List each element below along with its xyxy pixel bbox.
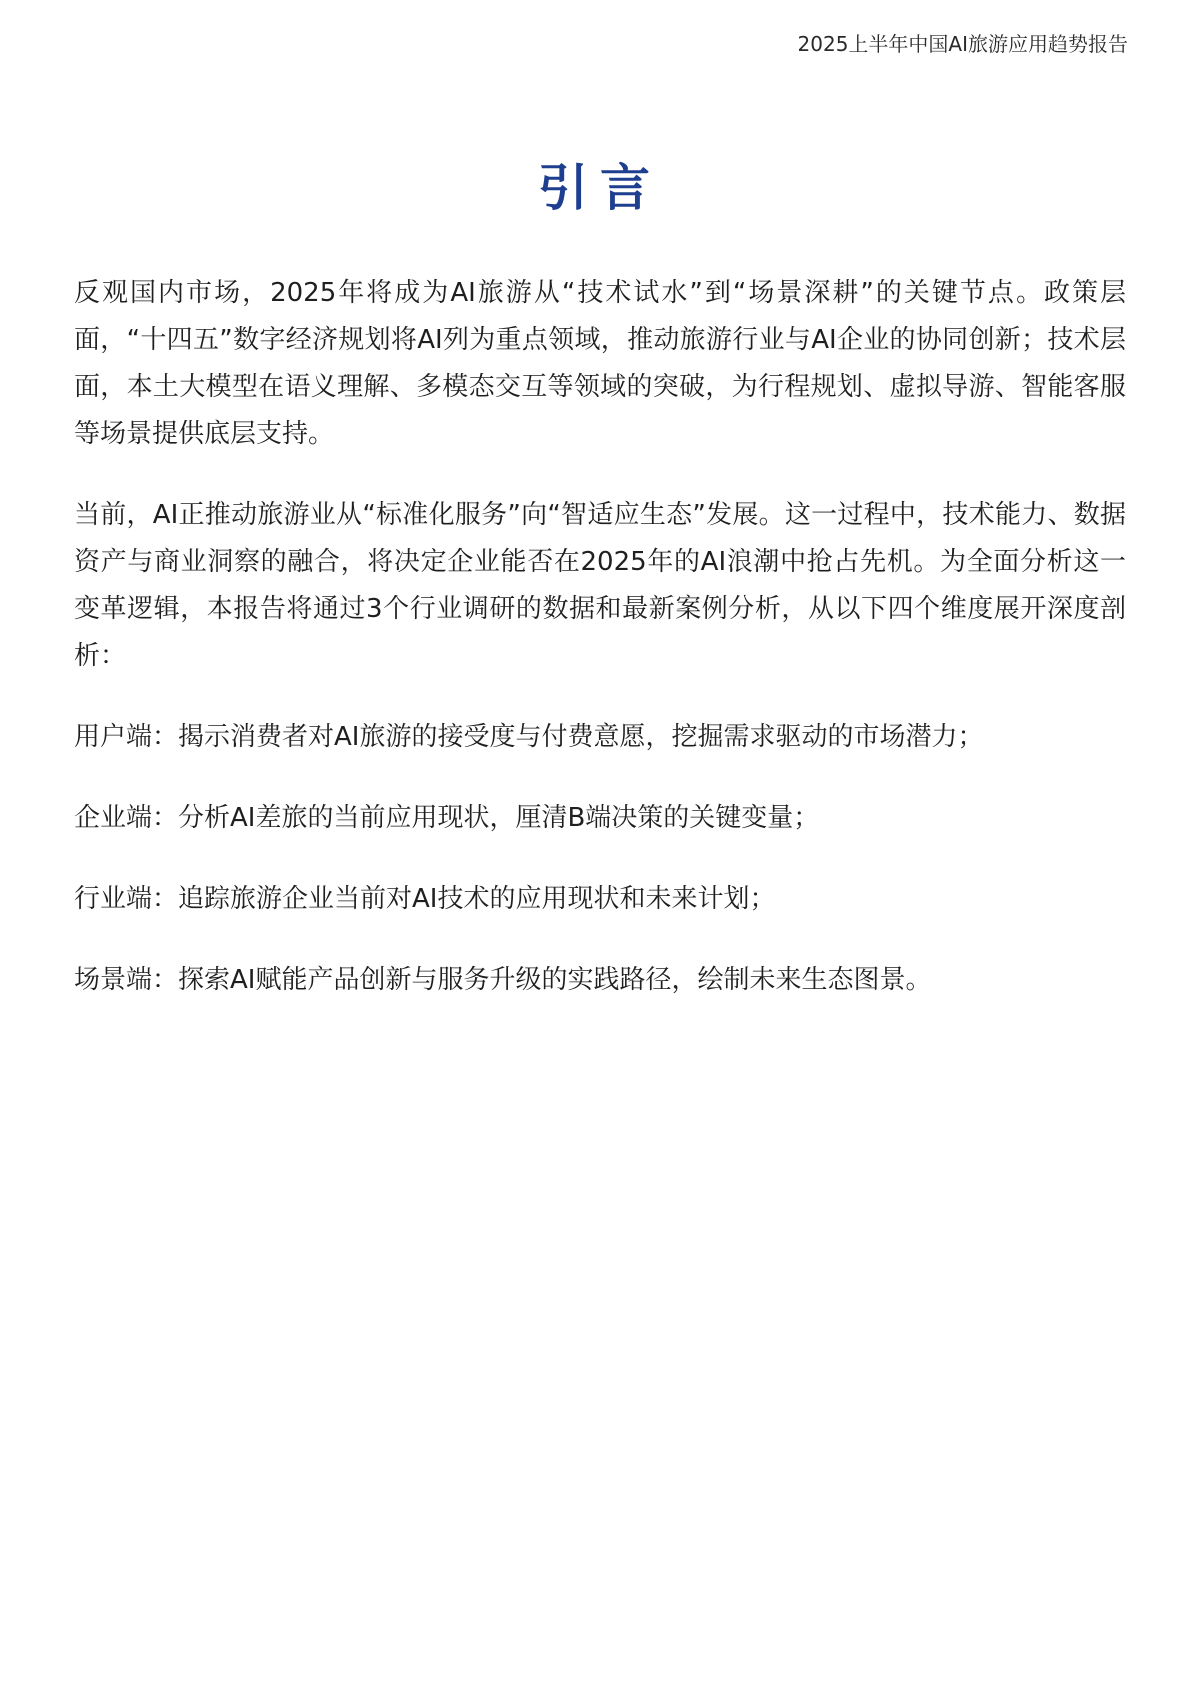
intro-paragraph-1: 反观国内市场，2025年将成为AI旅游从“技术试水”到“场景深耕”的关键节点。政策层面，“十四五”数字经济规划将AI列为重点领域，推动旅游行业与AI企业的协同创新；技术层面，本土大模型在语义理解、多模态交互等领域的突破，为行程规划、虚拟导游、智能客服等场景提供底层支持。 (74, 278, 1126, 449)
dimensions-list (74, 714, 1126, 1004)
report-running-header: 2025上半年中国AI旅游应用趋势报告 (797, 32, 1128, 56)
intro-paragraph-2: 当前，AI正推动旅游业从“标准化服务”向“智适应生态”发展。这一过程中，技术能力、数据资产与商业洞察的融合，将决定企业能否在2025年的AI浪潮中抢占先机。为全面分析这一变革逻辑，本报告将通过3个行业调研的数据和最新案例分析，从以下四个维度展开深度剖析： (74, 500, 1126, 671)
page-title: 引言 (538, 159, 662, 217)
page-content (74, 270, 1126, 1004)
dimension-enterprise: 企业端：分析AI差旅的当前应用现状，厘清B端决策的关键变量； (74, 803, 820, 833)
dimension-scenario: 场景端：探索AI赋能产品创新与服务升级的实践路径，绘制未来生态图景。 (74, 965, 932, 995)
dimension-user: 用户端：揭示消费者对AI旅游的接受度与付费意愿，挖掘需求驱动的市场潜力； (74, 722, 984, 752)
dimension-industry: 行业端：追踪旅游企业当前对AI技术的应用现状和未来计划； (74, 884, 776, 914)
